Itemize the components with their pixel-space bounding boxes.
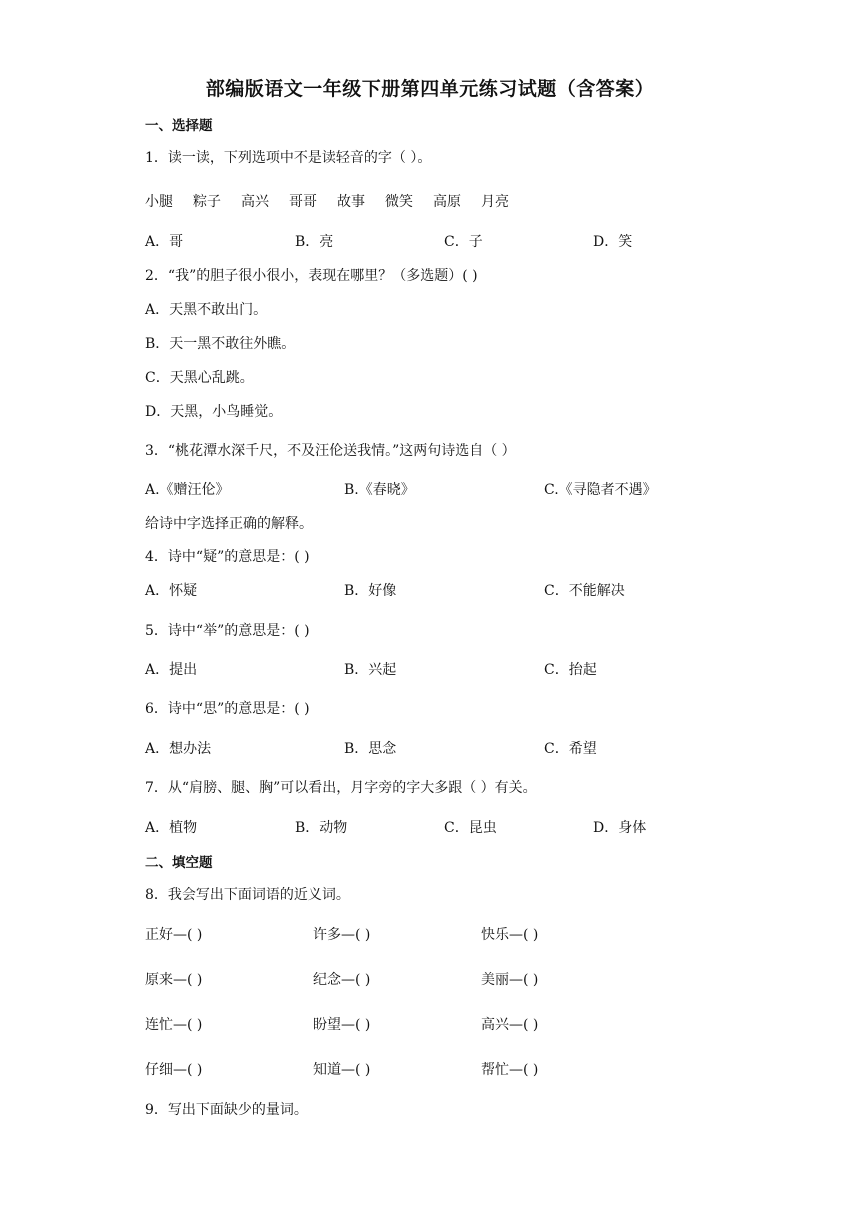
question-6-options bbox=[145, 738, 765, 758]
word-item: 小腿 bbox=[145, 194, 173, 210]
synonym-row bbox=[145, 1059, 665, 1079]
section-heading-fill-in: 二、填空题 bbox=[145, 855, 213, 871]
word-item: 粽子 bbox=[193, 194, 221, 210]
synonym-blank[interactable]: 仔细—( ) bbox=[145, 1062, 203, 1078]
question-7-stem: 7．从“肩膀、腿、胸”可以看出，月字旁的字大多跟（ ）有关。 bbox=[145, 780, 537, 796]
option-d[interactable]: D．笑 bbox=[593, 234, 633, 250]
page-title: 部编版语文一年级下册第四单元练习试题（含答案） bbox=[205, 78, 655, 100]
instruction-text: 给诗中字选择正确的解释。 bbox=[145, 516, 313, 532]
question-2-stem: 2．“我”的胆子很小很小，表现在哪里？（多选题）( ) bbox=[145, 268, 478, 284]
synonym-blank[interactable]: 许多—( ) bbox=[313, 927, 371, 943]
option-c[interactable]: C．天黑心乱跳。 bbox=[145, 370, 254, 386]
synonym-blank[interactable]: 美丽—( ) bbox=[481, 972, 539, 988]
synonym-blank[interactable]: 正好—( ) bbox=[145, 927, 203, 943]
question-5-options bbox=[145, 659, 765, 679]
word-item: 哥哥 bbox=[289, 194, 317, 210]
option-c[interactable]: C．子 bbox=[444, 234, 483, 250]
synonym-blank[interactable]: 知道—( ) bbox=[313, 1062, 371, 1078]
synonym-blank[interactable]: 帮忙—( ) bbox=[481, 1062, 539, 1078]
synonym-row bbox=[145, 969, 665, 989]
synonym-blank[interactable]: 纪念—( ) bbox=[313, 972, 371, 988]
option-a[interactable]: A．怀疑 bbox=[145, 583, 198, 599]
option-a[interactable]: A.《赠汪伦》 bbox=[145, 482, 230, 498]
option-b[interactable]: B．好像 bbox=[344, 583, 397, 599]
option-b[interactable]: B．兴起 bbox=[344, 662, 397, 678]
word-item: 月亮 bbox=[481, 194, 509, 210]
question-6-stem: 6．诗中“思”的意思是：( ) bbox=[145, 701, 310, 717]
option-b[interactable]: B.《春晓》 bbox=[344, 482, 415, 498]
word-item: 高兴 bbox=[241, 194, 269, 210]
section-heading-choice: 一、选择题 bbox=[145, 118, 213, 134]
word-item: 微笑 bbox=[385, 194, 413, 210]
question-9-stem: 9．写出下面缺少的量词。 bbox=[145, 1102, 308, 1118]
option-b[interactable]: B．动物 bbox=[295, 820, 348, 836]
option-d[interactable]: D．天黑，小鸟睡觉。 bbox=[145, 404, 283, 420]
synonym-blank[interactable]: 盼望—( ) bbox=[313, 1017, 371, 1033]
option-a[interactable]: A．天黑不敢出门。 bbox=[145, 302, 268, 318]
option-a[interactable]: A．提出 bbox=[145, 662, 198, 678]
synonym-blank[interactable]: 连忙—( ) bbox=[145, 1017, 203, 1033]
question-8-stem: 8．我会写出下面词语的近义词。 bbox=[145, 887, 350, 903]
option-b[interactable]: B．思念 bbox=[344, 741, 397, 757]
option-a[interactable]: A．想办法 bbox=[145, 741, 212, 757]
option-c[interactable]: C．不能解决 bbox=[544, 583, 625, 599]
question-3-options bbox=[145, 479, 765, 499]
option-d[interactable]: D．身体 bbox=[593, 820, 647, 836]
synonym-blank[interactable]: 原来—( ) bbox=[145, 972, 203, 988]
question-7-options bbox=[145, 817, 765, 837]
word-item: 故事 bbox=[337, 194, 365, 210]
option-a[interactable]: A．植物 bbox=[145, 820, 198, 836]
option-c[interactable]: C.《寻隐者不遇》 bbox=[544, 482, 657, 498]
question-4-stem: 4．诗中“疑”的意思是：( ) bbox=[145, 549, 310, 565]
question-4-options bbox=[145, 580, 765, 600]
question-3-stem: 3．“桃花潭水深千尺，不及汪伦送我情。”这两句诗选自（ ） bbox=[145, 443, 516, 459]
question-5-stem: 5．诗中“举”的意思是：( ) bbox=[145, 623, 310, 639]
question-1-stem: 1．读一读，下列选项中不是读轻音的字（ ）。 bbox=[145, 150, 432, 166]
option-b[interactable]: B．天一黑不敢往外瞧。 bbox=[145, 336, 296, 352]
option-c[interactable]: C．昆虫 bbox=[444, 820, 497, 836]
word-item: 高原 bbox=[433, 194, 461, 210]
synonym-row bbox=[145, 924, 665, 944]
option-a[interactable]: A．哥 bbox=[145, 234, 184, 250]
option-c[interactable]: C．希望 bbox=[544, 741, 597, 757]
synonym-blank[interactable]: 高兴—( ) bbox=[481, 1017, 539, 1033]
synonym-blank[interactable]: 快乐—( ) bbox=[481, 927, 539, 943]
question-1-options bbox=[145, 231, 765, 251]
option-c[interactable]: C．抬起 bbox=[544, 662, 597, 678]
synonym-row bbox=[145, 1014, 665, 1034]
option-b[interactable]: B．亮 bbox=[295, 234, 334, 250]
